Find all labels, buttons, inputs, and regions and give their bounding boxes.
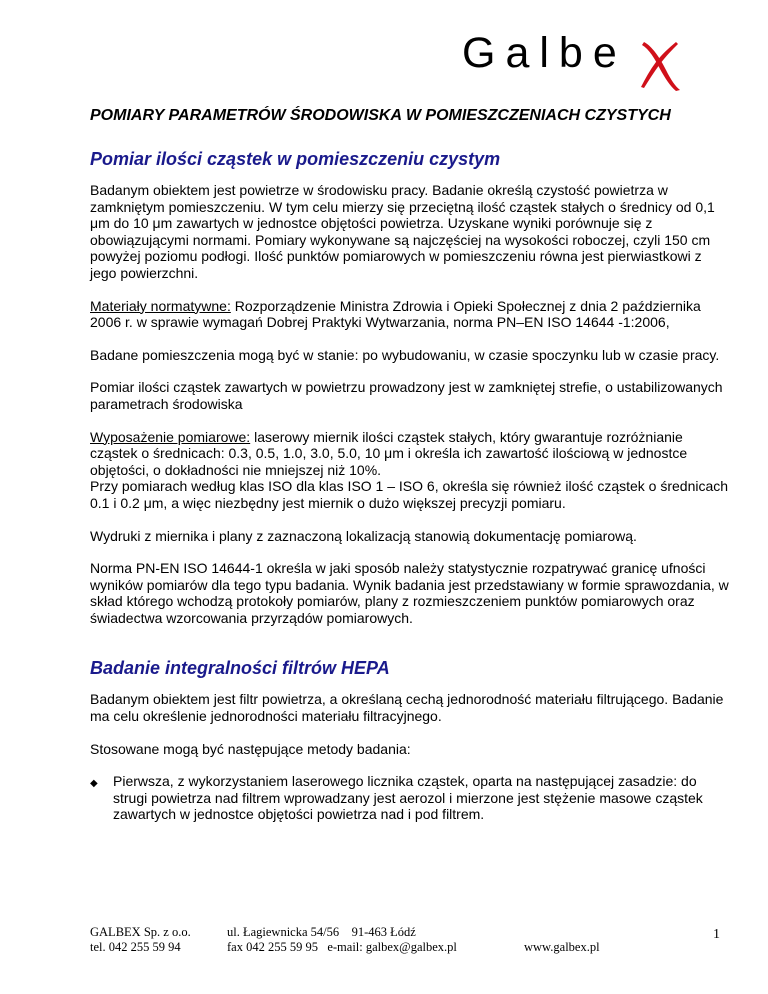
paragraph-norm: Norma PN-EN ISO 14644-1 określa w jaki sposób należy statystycznie rozpatrywać granicę ufności wyników pomiarów dla tego typu badania. Wynik badania jest przedstawiany w formie sprawozdania, w skład którego wchodzą protokoły pomiarów, plany z rozmieszczeniem punktów pomiarowych oraz świadectwa wzorcowania przyrządów pomiarowych. xyxy=(90,560,729,626)
footer-fax-email: fax 042 255 59 95 e-mail: galbex@galbex.pl xyxy=(227,940,457,954)
diamond-bullet-icon: ◆ xyxy=(90,778,98,790)
footer-tel: tel. 042 255 59 94 xyxy=(90,940,181,954)
paragraph-methods: Stosowane mogą być następujące metody badania: xyxy=(90,740,411,757)
equipment-label: Wyposażenie pomiarowe: xyxy=(90,428,251,445)
footer-address: ul. Łagiewnicka 54/56 91-463 Łódź xyxy=(227,925,416,939)
page-title: POMIARY PARAMETRÓW ŚRODOWISKA W POMIESZCZENIACH CZYSTYCH xyxy=(90,107,671,124)
section-heading-particles: Pomiar ilości cząstek w pomieszczeniu czystym xyxy=(90,149,501,169)
list-item-text: Pierwsza, z wykorzystaniem laserowego licznika cząstek, oparta na następującej zasadzie: do strugi powietrza nad filtrem wprowadzany jest aerozol i mierzone jest stężenie masowe cząstek zawartych w jednostce objętości powietrza nad i pod filtrem. xyxy=(113,773,703,823)
footer-company: GALBEX Sp. z o.o. xyxy=(90,925,191,939)
paragraph-equipment xyxy=(90,429,730,479)
paragraph-normative xyxy=(90,298,730,331)
paragraph-zone: Pomiar ilości cząstek zawartych w powietrzu prowadzony jest w zamkniętej strefie, o ustabilizowanych parametrach środowiska xyxy=(90,379,723,412)
footer-website: www.galbex.pl xyxy=(524,940,600,954)
list-item xyxy=(90,773,730,823)
paragraph-iso-classes: Przy pomiarach według klas ISO dla klas ISO 1 – ISO 6, określa się również ilość cząstek o średnicach 0.1 i 0.2 μm, a więc niezbędny jest miernik o dużo większej precyzji pomiaru. xyxy=(90,478,729,511)
paragraph-states: Badane pomieszczenia mogą być w stanie: po wybudowaniu, w czasie spoczynku lub w czasie pracy. xyxy=(90,346,720,363)
footer-address-block xyxy=(227,925,457,955)
paragraph-filter-object: Badanym obiektem jest filtr powietrza, a określaną cechą jednorodność materiału filtrującego. Badanie ma celu określenie jednorodności materiału filtracyjnego. xyxy=(90,691,724,725)
company-logo xyxy=(462,30,692,92)
red-x-letter-icon xyxy=(640,40,682,92)
equipment-text: laserowy miernik ilości cząstek stałych, który gwarantuje rozróżnianie cząstek o średnicach: 0.3, 0.5, 1.0, 3.0, 5.0, 10 μm i określa ich zawartość ilościową w jednostce objętości, o dokładności nie mniejszej niż 10%. xyxy=(90,428,688,478)
paragraph-printouts: Wydruki z miernika i plany z zaznaczoną lokalizacją stanowią dokumentację pomiarową. xyxy=(90,527,637,544)
logo-text: Galbe xyxy=(462,29,627,77)
document-body xyxy=(90,106,730,823)
paragraph-object: Badanym obiektem jest powietrze w środowisku pracy. Badanie określą czystość powietrza w zamkniętym pomieszczeniu. W tym celu mierzy się przeciętną ilość cząstek stałych o średnicy od 0,1 μm do 10 μm zawartych w jednostce objętości powietrza. Uzyskane wyniki porównuje się z obowiązującymi normami. Pomiary wykonywane są najczęściej na wysokości roboczej, czyli 150 cm powyżej poziomu podłogi. Ilość punktów pomiarowych w pomieszczeniu równa jest pierwiastkowi z jego powierzchni. xyxy=(90,182,715,281)
page-number: 1 xyxy=(713,927,720,942)
footer-company-block xyxy=(90,925,191,955)
normative-text: Rozporządzenie Ministra Zdrowia i Opieki Społecznej z dnia 2 października 2006 r. w sprawie wymagań Dobrej Praktyki Wytwarzania, norma PN–EN ISO 14644 -1:2006, xyxy=(90,297,701,331)
normative-label: Materiały normatywne: xyxy=(90,297,231,314)
section-heading-hepa: Badanie integralności filtrów HEPA xyxy=(90,658,390,679)
